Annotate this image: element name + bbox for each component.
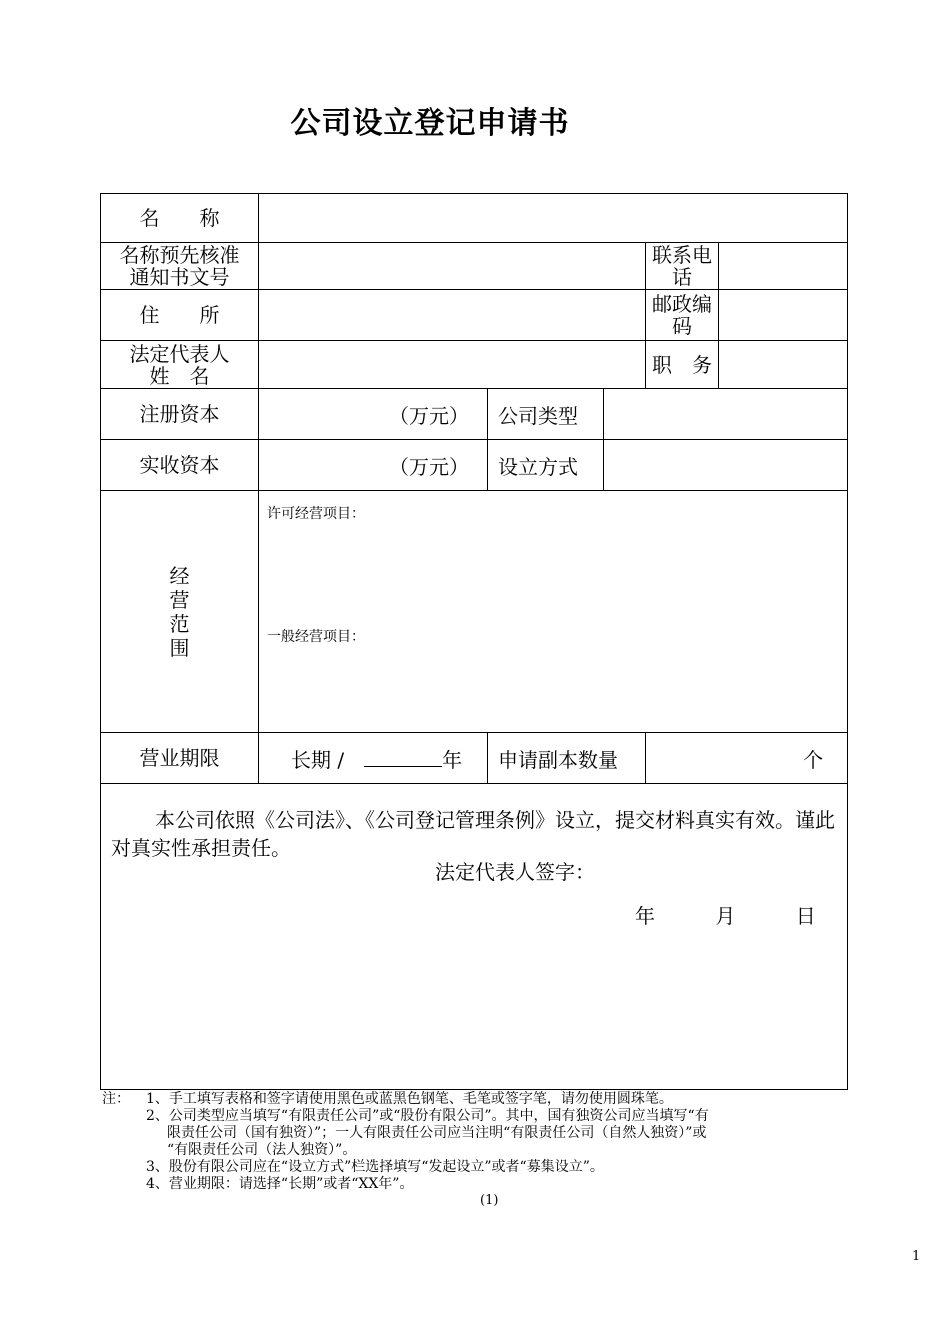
date-day: 日 bbox=[795, 904, 816, 928]
legal-rep-field[interactable] bbox=[259, 341, 646, 389]
form-page-label: (1) bbox=[480, 1193, 499, 1208]
term-years-blank[interactable] bbox=[364, 748, 442, 767]
note-item: 3、股份有限公司应在“设立方式”栏选择填写“发起设立”或者“募集设立”。 bbox=[146, 1159, 604, 1175]
application-form bbox=[100, 193, 848, 1090]
note-item: 注： 1、手工填写表格和签字请使用黑色或蓝黑色钢笔、毛笔或签字笔，请勿使用圆珠笔。 bbox=[102, 1091, 673, 1107]
postcode-label: 邮政编码 bbox=[646, 290, 719, 341]
signature-date[interactable] bbox=[535, 900, 816, 929]
paidin-capital-unit: （万元） bbox=[389, 454, 469, 479]
paidin-capital-label: 实收资本 bbox=[101, 440, 259, 491]
name-label: 名 称 bbox=[101, 194, 259, 243]
general-scope-label: 一般经营项目： bbox=[267, 629, 365, 645]
legal-rep-label: 法定代表人 姓 名 bbox=[101, 341, 259, 389]
business-scope-label: 经 营 范 围 bbox=[101, 491, 259, 733]
date-year: 年 bbox=[635, 904, 655, 928]
business-scope-field[interactable] bbox=[259, 491, 848, 733]
registered-capital-unit: （万元） bbox=[389, 403, 469, 428]
position-field[interactable] bbox=[719, 341, 848, 389]
phone-label: 联系电话 bbox=[646, 243, 719, 290]
business-term-label: 营业期限 bbox=[101, 733, 259, 784]
position-label: 职 务 bbox=[646, 341, 719, 389]
note-item: 4、营业期限：请选择“长期”或者“XX年”。 bbox=[146, 1176, 414, 1192]
term-long-option: 长期 / bbox=[291, 747, 345, 772]
declaration-text: 本公司依照《公司法》、《公司登记管理条例》设立，提交材料真实有效。谨此对真实性承担责任。 bbox=[111, 808, 835, 860]
page-number: 1 bbox=[912, 1249, 921, 1264]
preapproval-field[interactable] bbox=[259, 243, 646, 290]
copies-field[interactable] bbox=[646, 733, 848, 784]
copies-label: 申请副本数量 bbox=[488, 733, 646, 784]
note-item: 限责任公司（国有独资）”；一人有限责任公司应当注明“有限责任公司（自然人独资）”或 bbox=[167, 1125, 707, 1141]
copies-unit: 个 bbox=[803, 747, 824, 772]
establish-method-label: 设立方式 bbox=[488, 440, 604, 491]
licensed-scope-label: 许可经营项目： bbox=[267, 506, 365, 522]
establish-method-field[interactable] bbox=[604, 440, 848, 491]
term-year-unit: 年 bbox=[442, 747, 463, 772]
business-term-field[interactable] bbox=[259, 733, 488, 784]
signature-label: 法定代表人签字： bbox=[435, 860, 595, 884]
name-field[interactable] bbox=[259, 194, 848, 243]
address-field[interactable] bbox=[259, 290, 646, 341]
date-month: 月 bbox=[715, 904, 736, 928]
registered-capital-label: 注册资本 bbox=[101, 389, 259, 440]
preapproval-label: 名称预先核准 通知书文号 bbox=[101, 243, 259, 290]
paidin-capital-field[interactable] bbox=[259, 440, 488, 491]
postcode-field[interactable] bbox=[719, 290, 848, 341]
note-item: “有限责任公司（法人独资）”。 bbox=[167, 1142, 357, 1158]
declaration-box bbox=[101, 784, 848, 1090]
phone-field[interactable] bbox=[719, 243, 848, 290]
address-label: 住 所 bbox=[101, 290, 259, 341]
company-type-field[interactable] bbox=[604, 389, 848, 440]
notes bbox=[102, 1091, 852, 1193]
note-item: 2、公司类型应当填写“有限责任公司”或“股份有限公司”。其中，国有独资公司应当填写“有 bbox=[146, 1108, 709, 1124]
registered-capital-field[interactable] bbox=[259, 389, 488, 440]
notes-prefix: 注： bbox=[102, 1091, 130, 1107]
document-title: 公司设立登记申请书 bbox=[290, 106, 570, 141]
company-type-label: 公司类型 bbox=[488, 389, 604, 440]
